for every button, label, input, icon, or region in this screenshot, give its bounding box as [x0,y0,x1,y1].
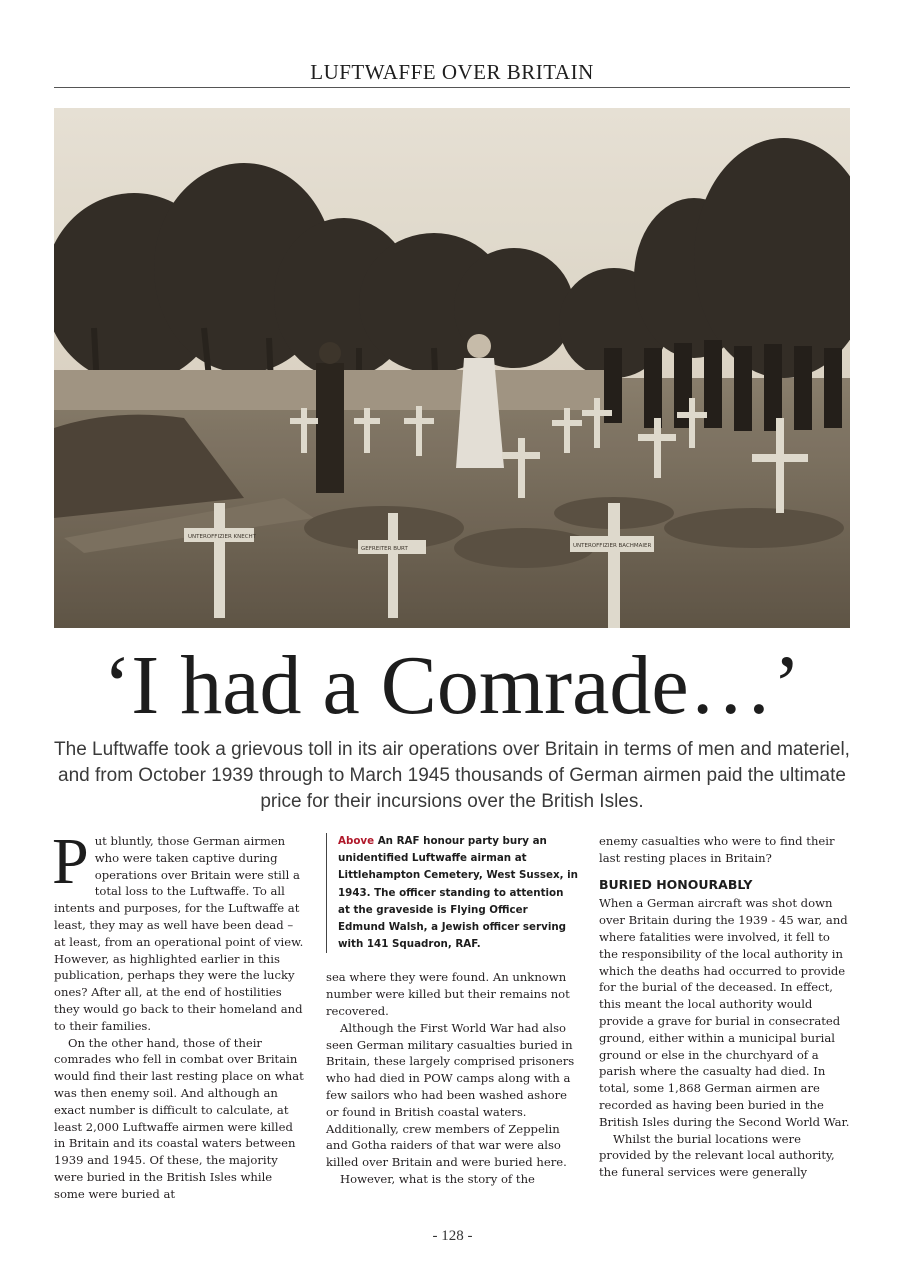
cross-plaque-2: GEFREITER BURT [361,546,408,552]
photo-graveside-burial [54,108,850,628]
standfirst: The Luftwaffe took a grievous toll in its air operations over Britain in terms of men and materiel, and from October 1939 through to March 1945 thousands of German airmen paid the ultimate price for their incursions over the British Isles. [54,739,850,812]
column-3 [599,833,851,1181]
page-number: - 128 - [432,1228,473,1244]
headline: ‘I had a Comrade…’ [103,639,801,732]
photo-graveside-burial-icon [54,108,850,628]
paragraph-2: On the other hand, those of their comrades who fell in combat over Britain would find their last resting place on what was then enemy soil. And although an exact number is difficult to calculate, at least 2,000 Luftwaffe airmen were killed in Britain and its coastal waters between 1939 and 1945. Of these, the majority were buried in the British Isles while some were buried at [54,1035,304,1201]
drop-cap: P [52,825,89,898]
paragraph-1 [52,825,306,1035]
paragraph-3: sea where they were found. An unknown number were killed but their remains not recovered. [326,970,570,1019]
header-rule [54,87,850,88]
paragraph-1-text: ut bluntly, those German airmen who were taken captive during operations over Britain were still a total loss to the Luftwaffe. To all intents and purposes, for the Luftwaffe at least, they may as well have been dead – at least, from an operational point of view. However, as highlighted earlier in this publication, perhaps they were the lucky ones? After all, at the end of hostilities they would go back to their homeland and to their families. [54,834,304,1033]
cross-plaque-3: UNTEROFFIZIER BACHMAIER [573,543,652,549]
column-1 [52,825,306,1203]
caption-lead: Above [338,835,375,847]
running-header: LUFTWAFFE OVER BRITAIN [310,60,594,84]
paragraph-7: When a German aircraft was shot down over Britain during the 1939 - 45 war, and where fatalities were involved, it fell to the responsibility of the local authority in which the deaths had occurred to provide for the burial of the deceased. In effect, this meant the local authority would provide a grave for burial in consecrated ground, either within a municipal burial ground or else in the churchyard of a parish where the casualty had died. In total, some 1,868 German airmen are recorded as having been buried in the British Isles during the Second World War. [599,896,850,1129]
paragraph-5: However, what is the story of the [340,1171,535,1186]
paragraph-4: Although the First World War had also seen German military casualties buried in Britain, these largely comprised prisoners who had died in POW camps along with a few sailors who had been washed ashore or found in British coastal waters. Additionally, crew members of Zeppelin and Gotha raiders of that war were also killed over Britain and were buried here. [326,1020,575,1170]
paragraph-6: enemy casualties who were to find their last resting places in Britain? [599,834,835,865]
cross-plaque-1: UNTEROFFIZIER KNECHT [188,534,257,540]
paragraph-8: Whilst the burial locations were provided by the relevant local authority, the funeral services were generally [599,1131,835,1180]
caption-text: An RAF honour party bury an unidentified Luftwaffe airman at Littlehampton Cemetery, West Sussex, in 1943. The officer standing to attention at the graveside is Flying Officer Edmund Walsh, a Jewish officer serving with 141 Squadron, RAF. [338,835,578,951]
subhead: BURIED HONOURABLY [599,876,753,892]
column-2 [326,833,578,1188]
photo-caption [326,833,578,953]
